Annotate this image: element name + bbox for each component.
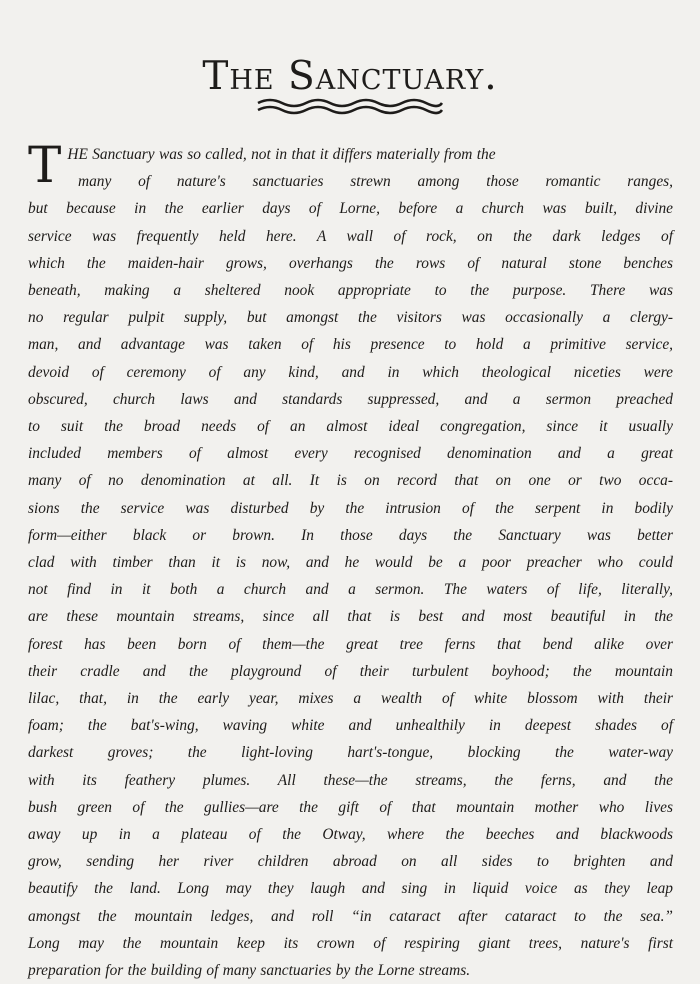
text-line: obscured, church laws and standards suppressed, and a sermon preached [28, 390, 673, 408]
text-line: with its feathery plumes. All these—the streams, the ferns, and the [28, 771, 673, 789]
text-line: grow, sending her river children abroad on all sides to brighten and [28, 853, 673, 871]
text-line: bush green of the gullies—are the gift of that mountain mother who lives [28, 798, 673, 816]
text-line: sions the service was disturbed by the intrusion of the serpent in bodily [28, 499, 673, 517]
text-line: forest has been born of them—the great tree ferns that bend alike over [28, 635, 673, 653]
text-line: are these mountain streams, since all that is best and most beautiful in the [28, 608, 673, 626]
text-line: their cradle and the playground of their turbulent boyhood; the mountain [28, 662, 673, 680]
text-line: service was frequently held here. A wall of rock, on the dark ledges of [28, 227, 673, 245]
text-line: but because in the earlier days of Lorne, before a church was built, divine [28, 200, 673, 218]
text-line: darkest groves; the light-loving hart's-tongue, blocking the water-way [28, 744, 673, 762]
text-line: man, and advantage was taken of his presence to hold a primitive service, [28, 336, 673, 354]
text-line: to suit the broad needs of an almost ideal congregation, since it usually [28, 418, 673, 436]
text-line: lilac, that, in the early year, mixes a wealth of white blossom with their [28, 690, 673, 708]
text-line: many of nature's sanctuaries strewn among those romantic ranges, [78, 173, 673, 191]
text-line: clad with timber than it is now, and he would be a poor preacher who could [28, 554, 673, 572]
text-line: included members of almost every recognised denomination and a great [28, 445, 673, 463]
wave-ornament [254, 96, 446, 116]
text-line: preparation for the building of many sanctuaries by the Lorne streams. [28, 962, 471, 980]
text-line: form—either black or brown. In those days the Sanctuary was better [28, 526, 673, 544]
text-line: HE Sanctuary was so called, not in that it differs materially from the [67, 146, 496, 163]
text-line: no regular pulpit supply, but amongst the visitors was occasionally a clergy- [28, 309, 673, 327]
text-line: amongst the mountain ledges, and roll “in cataract after cataract to the sea.” [28, 907, 673, 925]
text-line: beautify the land. Long may they laugh and sing in liquid voice as they leap [28, 880, 673, 898]
drop-cap: T [28, 136, 62, 194]
text-line: many of no denomination at all. It is on record that on one or two occa- [28, 472, 673, 490]
text-line: which the maiden-hair grows, overhangs the rows of natural stone benches [28, 254, 673, 272]
text-line: not find in it both a church and a sermon. The waters of life, literally, [28, 581, 673, 599]
page-title: The Sanctuary. [202, 54, 498, 100]
body-text [28, 136, 673, 984]
text-line: beneath, making a sheltered nook appropriate to the purpose. There was [28, 282, 673, 300]
text-line: Long may the mountain keep its crown of respiring giant trees, nature's first [28, 934, 673, 952]
text-line: away up in a plateau of the Otway, where the beeches and blackwoods [28, 826, 673, 844]
text-line: devoid of ceremony of any kind, and in which theological niceties were [28, 363, 673, 381]
text-line: foam; the bat's-wing, waving white and unhealthily in deepest shades of [28, 717, 673, 735]
